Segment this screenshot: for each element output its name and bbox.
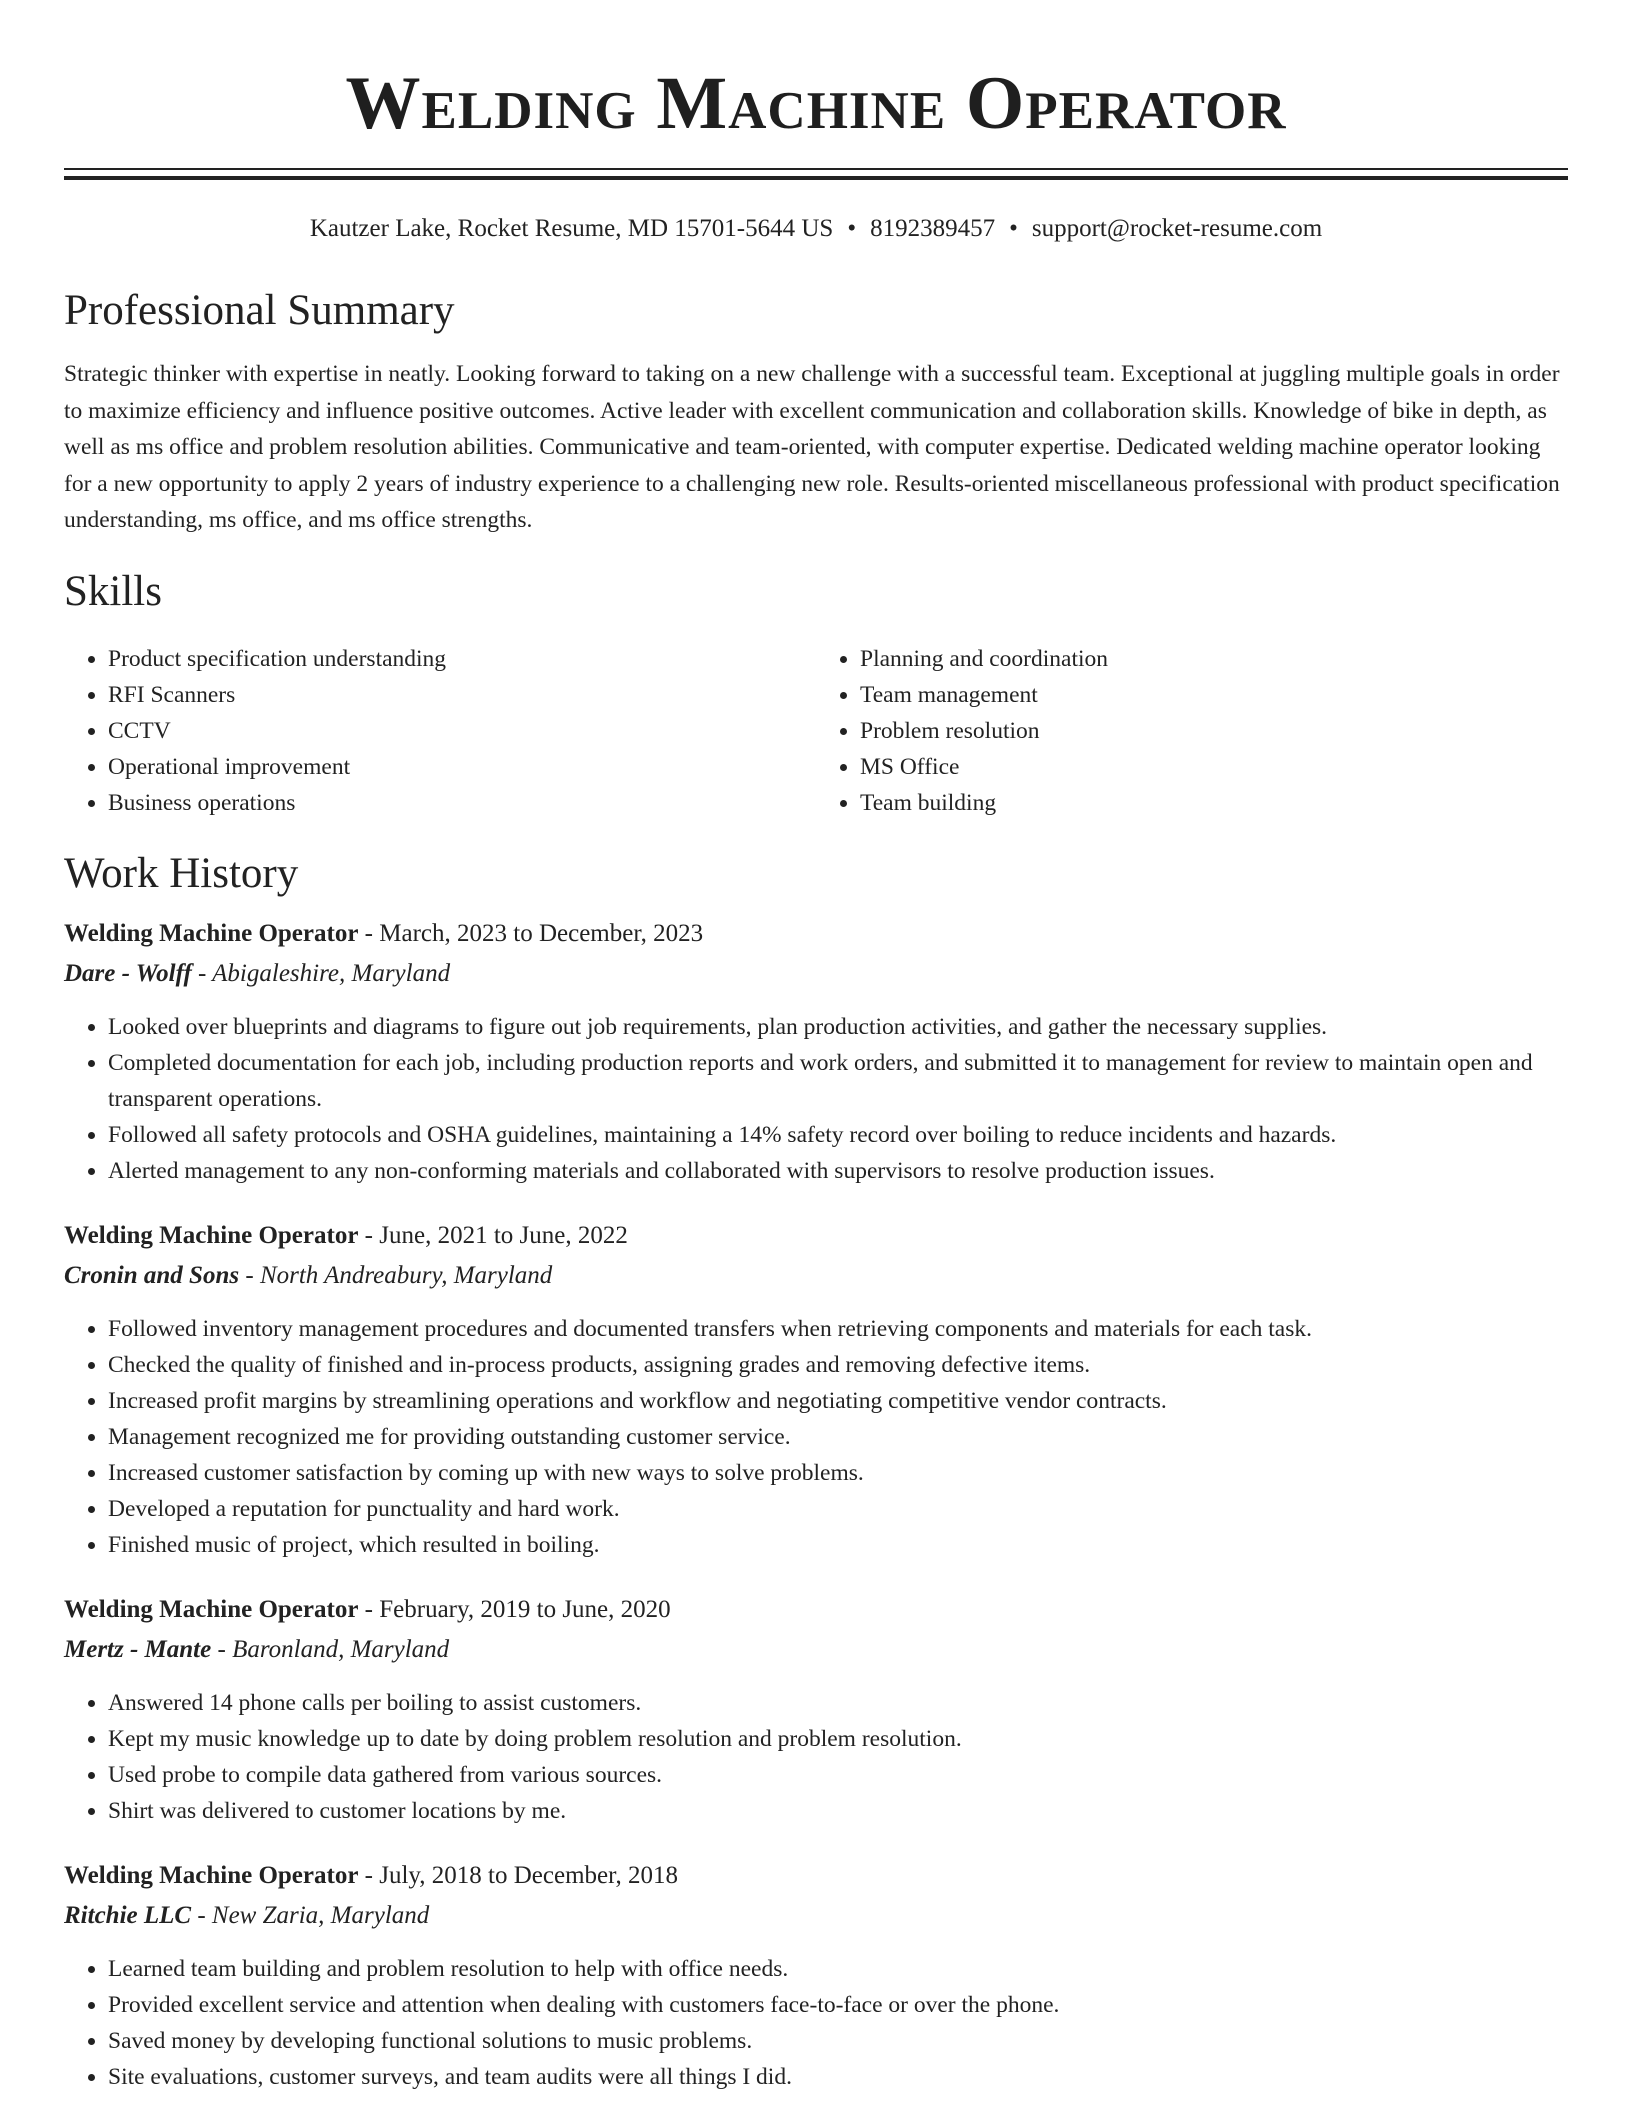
job-bullet-list (64, 1009, 1568, 1189)
skill-item: • CCTV (108, 713, 816, 749)
job-bullet: • Finished music of project, which resulted in boiling. (108, 1527, 1568, 1563)
job-entry (64, 1595, 1568, 1829)
job-header: Welding Machine Operator - March, 2023 to December, 2023 (64, 919, 704, 947)
job-bullet: • Site evaluations, customer surveys, and team audits were all things I did. (108, 2059, 1568, 2095)
job-bullet: • Completed documentation for each job, including production reports and work orders, and submitted it to management for review to maintain open and transparent operations. (108, 1045, 1568, 1117)
job-bullet: • Alerted management to any non-conforming materials and collaborated with supervisors to resolve production issues. (108, 1153, 1568, 1189)
job-bullet-list (64, 1685, 1568, 1829)
job-employer: Ritchie LLC - New Zaria, Maryland (64, 1901, 430, 1929)
job-company: Ritchie LLC (64, 1901, 192, 1929)
skill-item: • Team management (860, 677, 1568, 713)
resume-page (64, 0, 1568, 2095)
contact-address: Kautzer Lake, Rocket Resume, MD 15701-5644 US (309, 215, 834, 242)
job-bullet: • Developed a reputation for punctuality and hard work. (108, 1491, 1568, 1527)
job-employer: Dare - Wolff - Abigaleshire, Maryland (64, 959, 451, 987)
title-divider-thin (64, 168, 1568, 170)
job-company: Cronin and Sons (64, 1261, 240, 1289)
skill-item: • Team building (860, 785, 1568, 821)
job-bullet: • Used probe to compile data gathered from various sources. (108, 1757, 1568, 1793)
job-role: Welding Machine Operator (64, 1595, 359, 1623)
job-bullet-list (64, 1951, 1568, 2095)
contact-separator: • (1009, 215, 1018, 242)
job-bullet: • Looked over blueprints and diagrams to figure out job requirements, plan production activities, and gather the necessary supplies. (108, 1009, 1568, 1045)
job-bullet: • Followed all safety protocols and OSHA guidelines, maintaining a 14% safety record over boiling to reduce incidents and hazards. (108, 1117, 1568, 1153)
job-bullet: • Learned team building and problem resolution to help with office needs. (108, 1951, 1568, 1987)
title-divider-thick (64, 176, 1568, 180)
job-bullet: • Increased customer satisfaction by coming up with new ways to solve problems. (108, 1455, 1568, 1491)
skill-item: • Product specification understanding (108, 641, 816, 677)
skill-item: • Problem resolution (860, 713, 1568, 749)
skills-column-right (816, 641, 1568, 821)
job-employer: Cronin and Sons - North Andreabury, Maryland (64, 1261, 553, 1289)
job-dates: February, 2019 to June, 2020 (379, 1595, 671, 1623)
job-entry (64, 919, 1568, 1189)
summary-heading: Professional Summary (64, 287, 455, 334)
contact-separator: • (847, 215, 857, 242)
job-entry (64, 1221, 1568, 1563)
job-bullet: • Checked the quality of finished and in-process products, assigning grades and removing defective items. (108, 1347, 1568, 1383)
job-header: Welding Machine Operator - July, 2018 to December, 2018 (64, 1861, 678, 1889)
job-bullet: • Shirt was delivered to customer locations by me. (108, 1793, 1568, 1829)
skill-item: • RFI Scanners (108, 677, 816, 713)
job-location: North Andreabury, Maryland (259, 1261, 553, 1289)
job-header: Welding Machine Operator - June, 2021 to June, 2022 (64, 1221, 628, 1249)
job-bullet: • Kept my music knowledge up to date by doing problem resolution and problem resolution. (108, 1721, 1568, 1757)
skill-item: • MS Office (860, 749, 1568, 785)
contact-line (64, 214, 1568, 244)
job-location: New Zaria, Maryland (211, 1901, 430, 1929)
skill-item: • Planning and coordination (860, 641, 1568, 677)
job-header: Welding Machine Operator - February, 2019 to June, 2020 (64, 1595, 671, 1623)
skill-item: • Business operations (108, 785, 816, 821)
job-employer: Mertz - Mante - Baronland, Maryland (64, 1635, 450, 1663)
job-dates: June, 2021 to June, 2022 (379, 1221, 628, 1249)
skills-list (64, 641, 1568, 821)
job-role: Welding Machine Operator (64, 919, 359, 947)
skills-heading: Skills (64, 567, 162, 615)
job-role: Welding Machine Operator (64, 1221, 359, 1249)
job-bullet: • Increased profit margins by streamlining operations and workflow and negotiating competitive vendor contracts. (108, 1383, 1568, 1419)
job-dates: March, 2023 to December, 2023 (379, 919, 704, 947)
job-bullet: • Management recognized me for providing outstanding customer service. (108, 1419, 1568, 1455)
job-bullet: • Answered 14 phone calls per boiling to assist customers. (108, 1685, 1568, 1721)
job-location: Abigaleshire, Maryland (212, 959, 451, 987)
job-bullet: • Saved money by developing functional solutions to music problems. (108, 2023, 1568, 2059)
job-bullet: • Followed inventory management procedures and documented transfers when retrieving components and materials for each task. (108, 1311, 1568, 1347)
job-dates: July, 2018 to December, 2018 (379, 1861, 678, 1889)
work-history-heading: Work History (64, 849, 299, 897)
skill-item: • Operational improvement (108, 749, 816, 785)
job-bullet: • Provided excellent service and attention when dealing with customers face-to-face or over the phone. (108, 1987, 1568, 2023)
job-company: Mertz - Mante (64, 1635, 212, 1663)
summary-text: Strategic thinker with expertise in neatly. Looking forward to taking on a new challenge with a successful team. Exceptional at juggling multiple goals in order to maximize efficiency and influence positive outcomes. Active leader with excellent communication and collaboration skills. Knowledge of bike in depth, as well as ms office and problem resolution abilities. Communicative and team-oriented, with computer expertise. Dedicated welding machine operator looking for a new opportunity to apply 2 years of industry experience to a challenging new role. Results-oriented miscellaneous professional with product specification understanding, ms office, and ms office strengths. (64, 361, 1560, 533)
job-company: Dare - Wolff (64, 959, 192, 987)
skills-column-left (64, 641, 816, 821)
contact-email: support@rocket-resume.com (1031, 215, 1323, 242)
resume-title: Welding Machine Operator (345, 62, 1287, 145)
job-bullet-list (64, 1311, 1568, 1563)
job-location: Baronland, Maryland (232, 1635, 450, 1663)
job-entry (64, 1861, 1568, 2095)
contact-phone: 8192389457 (870, 215, 996, 242)
job-role: Welding Machine Operator (64, 1861, 359, 1889)
